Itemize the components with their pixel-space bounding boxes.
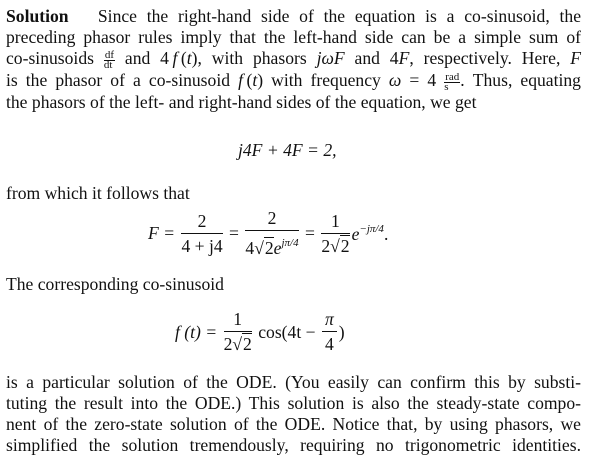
fraction-1-over-2root2-cos: $\frac{1}{2√2}$ [223,309,252,354]
equation-phasor-F: F = $\frac{2}{4 + j4}$ = $\frac{2}{4√2e^{j\pi/4}}$ = $\frac{1}{2√2}$ $e^{-j\pi/4}$. [148,208,389,258]
conclusion-paragraph: is a particular solution of the ODE. (You easily can confirm this by substi- tuting the result into the ODE.) This solution is also the steady-state compo- nent of the zero-state solution of the ODE. Notice that, by using phasors, we simplified the solution tremendously, requiring no trigonometric identities. [6,372,581,455]
corresponding-cosinusoid-text: The corresponding co-sinusoid [6,274,224,294]
fraction-2-over-4-plus-j4: $\frac{2}{4 + j4}$ [181,210,223,256]
fraction-1-over-2root2: $\frac{1}{2√2}$ [321,210,350,256]
solution-paragraph [6,6,581,113]
para1-line1: Solution Since the right-hand side of the equation is a co-sinusoid, the [6,6,582,26]
para1-line2: preceding phasor rules imply that the left-hand side can be a simple sum of [6,27,581,47]
fraction-pi-over-4: $\frac{\pi}{4}$ [322,309,337,355]
equation-phasor-sum: j4F + 4F = 2, [238,140,337,160]
df-dt-fraction: $\frac{df}{dt}$ [103,49,115,71]
solution-heading: Solution [6,6,69,26]
para1-line5: the phasors of the left- and right-hand sides of the equation, we get [6,92,477,112]
para1-line4: is the phasor of a co-sinusoid f (t) with frequency ω = 4 $\frac{\text{rad}}{s}$ . Thus, equating [6,70,581,93]
fraction-polar-form: $\frac{2}{4√2e^{j\pi/4}}$ [245,208,299,258]
from-which-text: from which it follows that [6,183,190,203]
rad-per-s-fraction: $\frac{\text{rad}}{s}$ [444,71,460,93]
equation-cosinusoid: f (t) = $\frac{1}{2√2}$ cos(4t − $\frac{\pi}{4}$ ) [175,309,345,354]
para1-line3: co-sinusoids $\frac{df}{dt}$ and 4 f (t), with phasors jωF and 4F, respectively. Here, F [6,48,581,71]
